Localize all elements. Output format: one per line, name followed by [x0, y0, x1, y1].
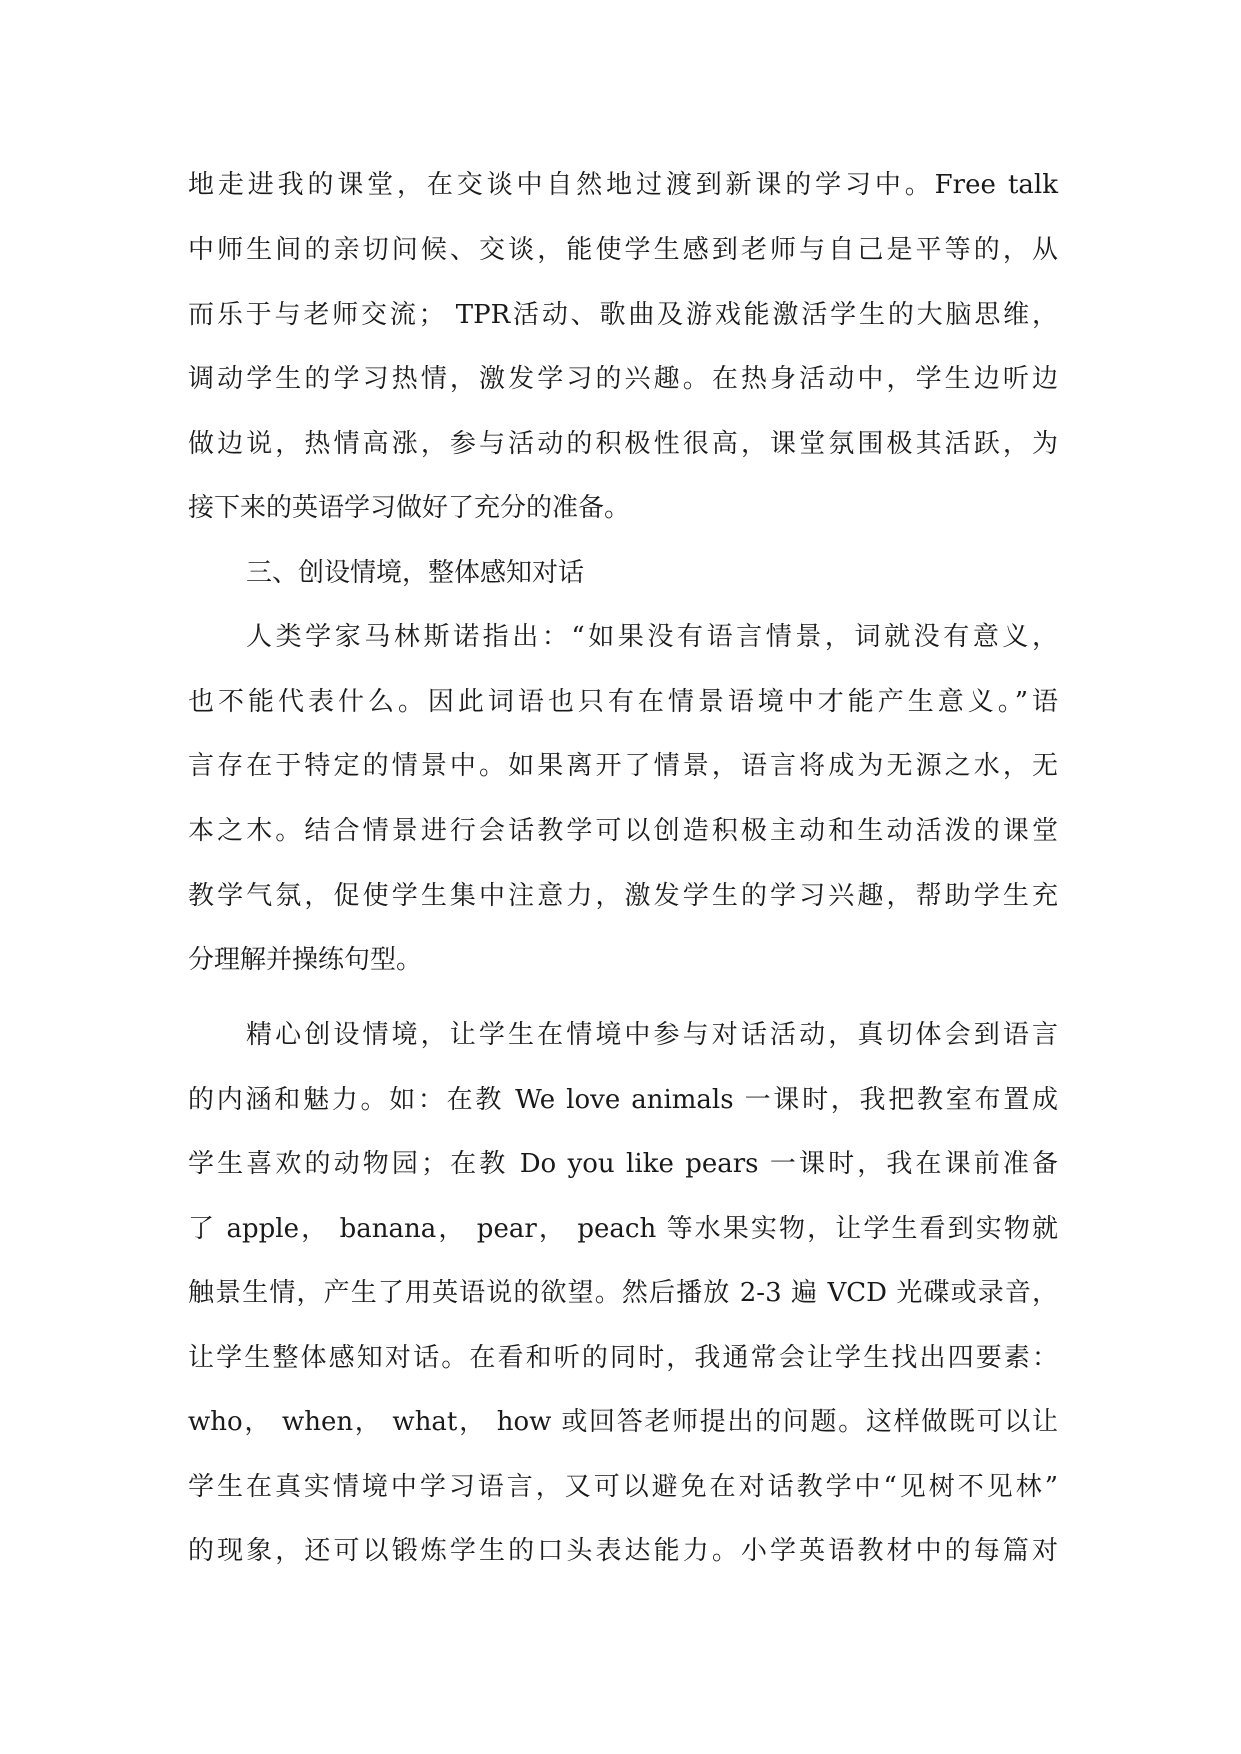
paragraph-line: 人类学家马林斯诺指出：“如果没有语言情景，词就没有意义，: [246, 622, 1058, 652]
paragraph-line: 接下来的英语学习做好了充分的准备。: [188, 493, 631, 523]
paragraph-line: 精心创设情境，让学生在情境中参与对话活动，真切体会到语言: [246, 1020, 1058, 1050]
paragraph-line: 了 apple， banana， pear， peach 等水果实物，让学生看到实物就: [188, 1214, 1058, 1244]
paragraph-line: who， when， what， how 或回答老师提出的问题。这样做既可以让: [188, 1407, 1058, 1437]
paragraph-line: 触景生情，产生了用英语说的欲望。然后播放 2-3 遍 VCD 光碟或录音，: [188, 1278, 1058, 1308]
paragraph-line: 做边说，热情高涨，参与活动的积极性很高，课堂氛围极其活跃，为: [188, 429, 1058, 459]
paragraph-line: 的内涵和魅力。如：在教 We love animals 一课时，我把教室布置成: [188, 1085, 1058, 1115]
paragraph-line: 也不能代表什么。因此词语也只有在情景语境中才能产生意义。”语: [188, 687, 1058, 717]
section-heading: 三、创设情境，整体感知对话: [246, 558, 585, 588]
paragraph-line: 地走进我的课堂，在交谈中自然地过渡到新课的学习中。Free talk: [188, 170, 1058, 200]
paragraph-line: 调动学生的学习热情，激发学习的兴趣。在热身活动中，学生边听边: [188, 364, 1058, 394]
paragraph-line: 的现象，还可以锻炼学生的口头表达能力。小学英语教材中的每篇对: [188, 1536, 1058, 1566]
paragraph-line: 言存在于特定的情景中。如果离开了情景，语言将成为无源之水，无: [188, 751, 1058, 781]
paragraph-line: 而乐于与老师交流； TPR活动、歌曲及游戏能激活学生的大脑思维，: [188, 300, 1058, 330]
paragraph-line: 教学气氛，促使学生集中注意力，激发学生的学习兴趣，帮助学生充: [188, 881, 1058, 911]
paragraph-line: 让学生整体感知对话。在看和听的同时，我通常会让学生找出四要素：: [188, 1343, 1058, 1373]
paragraph-line: 本之木。结合情景进行会话教学可以创造积极主动和生动活泼的课堂: [188, 816, 1058, 846]
paragraph-line: 学生在真实情境中学习语言，又可以避免在对话教学中“见树不见林”: [188, 1472, 1058, 1502]
paragraph-line: 分理解并操练句型。: [188, 945, 423, 975]
paragraph-line: 中师生间的亲切问候、交谈，能使学生感到老师与自己是平等的，从: [188, 235, 1058, 265]
paragraph-line: 学生喜欢的动物园；在教 Do you like pears 一课时，我在课前准备: [188, 1149, 1058, 1179]
